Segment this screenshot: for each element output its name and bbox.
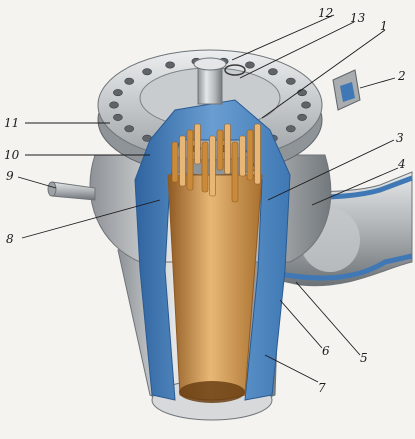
bolt-hole — [166, 62, 175, 68]
detail-inset — [333, 70, 360, 110]
bolt-hole — [113, 89, 122, 95]
callout-4: 4 — [398, 157, 406, 171]
bolt-hole — [298, 114, 307, 120]
tube — [210, 136, 216, 196]
bolt-hole — [113, 114, 122, 120]
callout-1: 1 — [380, 19, 388, 33]
tube — [247, 130, 253, 180]
callout-9: 9 — [6, 169, 14, 183]
tube — [232, 142, 238, 202]
tube — [172, 142, 178, 182]
tube — [225, 124, 231, 174]
tube — [195, 124, 201, 164]
tube — [180, 136, 186, 186]
bolt-hole — [143, 69, 152, 75]
core-tube-bundle — [168, 124, 262, 403]
bolt-hole — [268, 69, 277, 75]
callout-8: 8 — [6, 232, 14, 246]
inlet-stub — [48, 182, 95, 200]
callout-2: 2 — [398, 69, 406, 83]
callout-13: 13 — [350, 11, 366, 25]
callout-7: 7 — [318, 381, 326, 395]
tube — [240, 136, 246, 176]
bolt-hole — [125, 78, 134, 84]
callout-11: 11 — [4, 116, 20, 130]
bolt-hole — [245, 62, 254, 68]
callout-6: 6 — [322, 344, 330, 358]
tube — [217, 130, 223, 170]
bolt-hole — [110, 102, 119, 108]
callout-3: 3 — [396, 131, 404, 145]
callout-5: 5 — [360, 351, 368, 365]
callout-10: 10 — [4, 148, 20, 162]
callout-12: 12 — [318, 6, 334, 20]
bolt-hole — [302, 102, 311, 108]
tube — [255, 124, 261, 184]
bolt-hole — [125, 126, 134, 132]
tube — [202, 142, 208, 192]
bolt-hole — [286, 126, 295, 132]
bolt-hole — [298, 89, 307, 95]
bolt-hole — [286, 78, 295, 84]
tube — [187, 130, 193, 190]
